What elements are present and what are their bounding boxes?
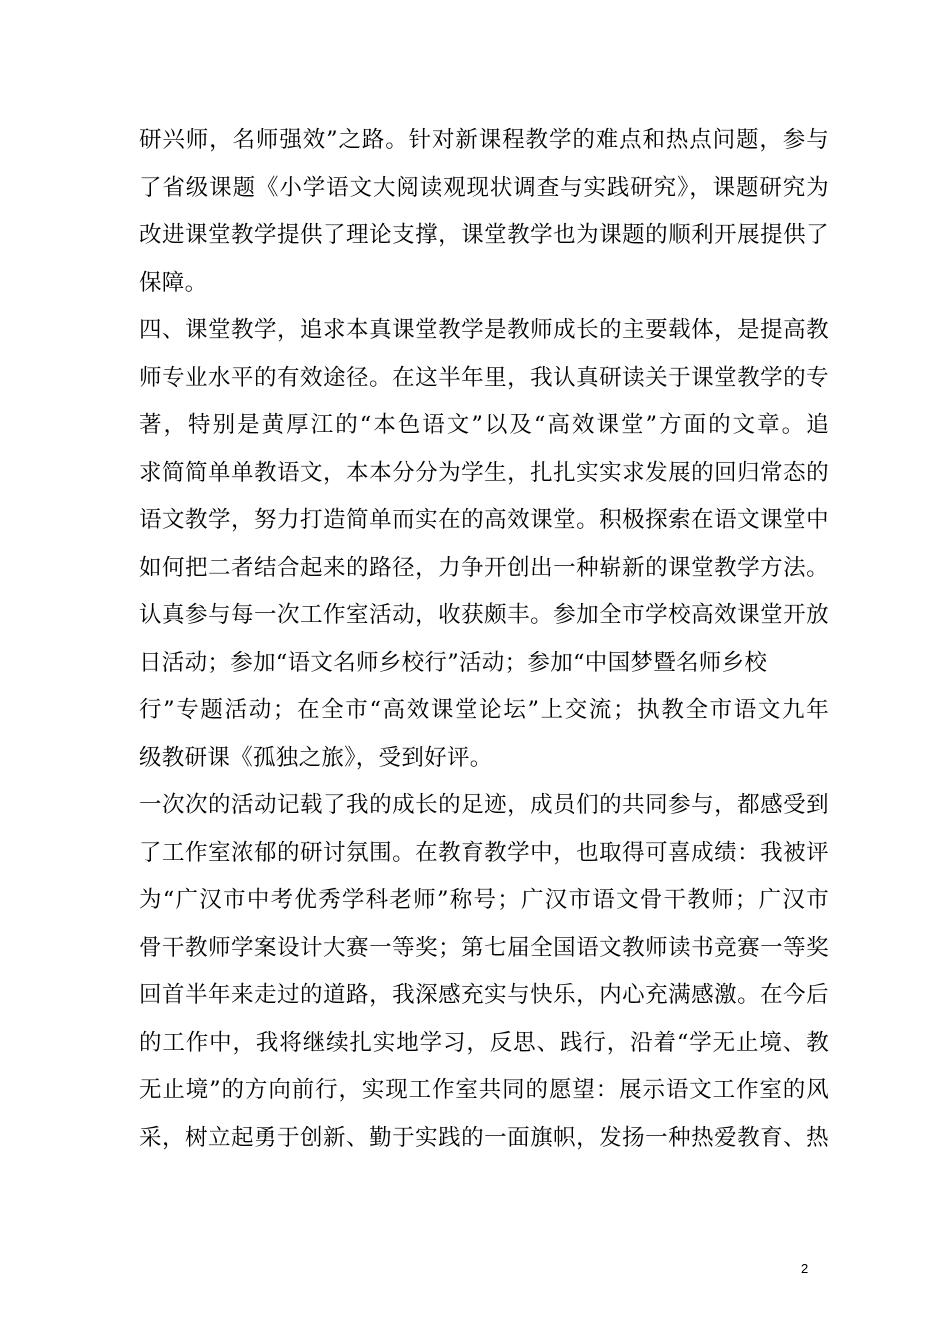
- text-line: 无止境”的方向前行，实现工作室共同的愿望：展示语文工作室的风: [139, 1077, 829, 1103]
- text-line: 四、课堂教学，追求本真课堂教学是教师成长的主要载体，是提高教: [139, 317, 829, 343]
- text-line: 骨干教师学案设计大赛一等奖；第七届全国语文教师读书竞赛一等奖: [139, 934, 829, 961]
- text-line: 为“广汉市中考优秀学科老师”称号；广汉市语文骨干教师；广汉市: [139, 887, 829, 913]
- text-line: 如何把二者结合起来的路径，力争开创出一种崭新的课堂教学方法。: [139, 554, 829, 581]
- text-line: 改进课堂教学提供了理论支撑，课堂教学也为课题的顺利开展提供了: [139, 222, 829, 248]
- text-line: 了工作室浓郁的研讨氛围。在教育教学中，也取得可喜成绩：我被评: [139, 839, 829, 866]
- text-line: 回首半年来走过的道路，我深感充实与快乐，内心充满感激。在今后: [139, 982, 829, 1008]
- text-line: 认真参与每一次工作室活动，收获颇丰。参加全市学校高效课堂开放: [139, 602, 829, 628]
- text-line: 了省级课题《小学语文大阅读观现状调查与实践研究》，课题研究为: [139, 174, 829, 201]
- text-line: 行”专题活动；在全市“高效课堂论坛”上交流；执教全市语文九年: [139, 697, 829, 723]
- text-line: 采，树立起勇于创新、勤于实践的一面旗帜，发扬一种热爱教育、热: [139, 1124, 829, 1151]
- text-line: 保障。: [139, 269, 208, 296]
- body-text: [139, 117, 829, 1162]
- text-line: 一次次的活动记载了我的成长的足迹，成员们的共同参与，都感受到: [139, 792, 829, 818]
- text-line: 的工作中，我将继续扎实地学习，反思、践行，沿着“学无止境、教: [139, 1029, 829, 1056]
- text-line: 语文教学，努力打造简单而实在的高效课堂。积极探索在语文课堂中: [139, 507, 829, 533]
- text-line: 求简简单单教语文，本本分分为学生，扎扎实实求发展的回归常态的: [139, 459, 829, 486]
- page-number: 2: [801, 1261, 809, 1276]
- text-line: 研兴师，名师强效”之路。针对新课程教学的难点和热点问题，参与: [139, 127, 829, 153]
- text-line: 师专业水平的有效途径。在这半年里，我认真研读关于课堂教学的专: [139, 364, 829, 391]
- text-line: 著，特别是黄厚江的“本色语文”以及“高效课堂”方面的文章。追: [139, 412, 829, 438]
- text-line: 级教研课《孤独之旅》，受到好评。: [139, 744, 493, 771]
- text-line: 日活动；参加“语文名师乡校行”活动；参加“中国梦暨名师乡校: [139, 649, 768, 676]
